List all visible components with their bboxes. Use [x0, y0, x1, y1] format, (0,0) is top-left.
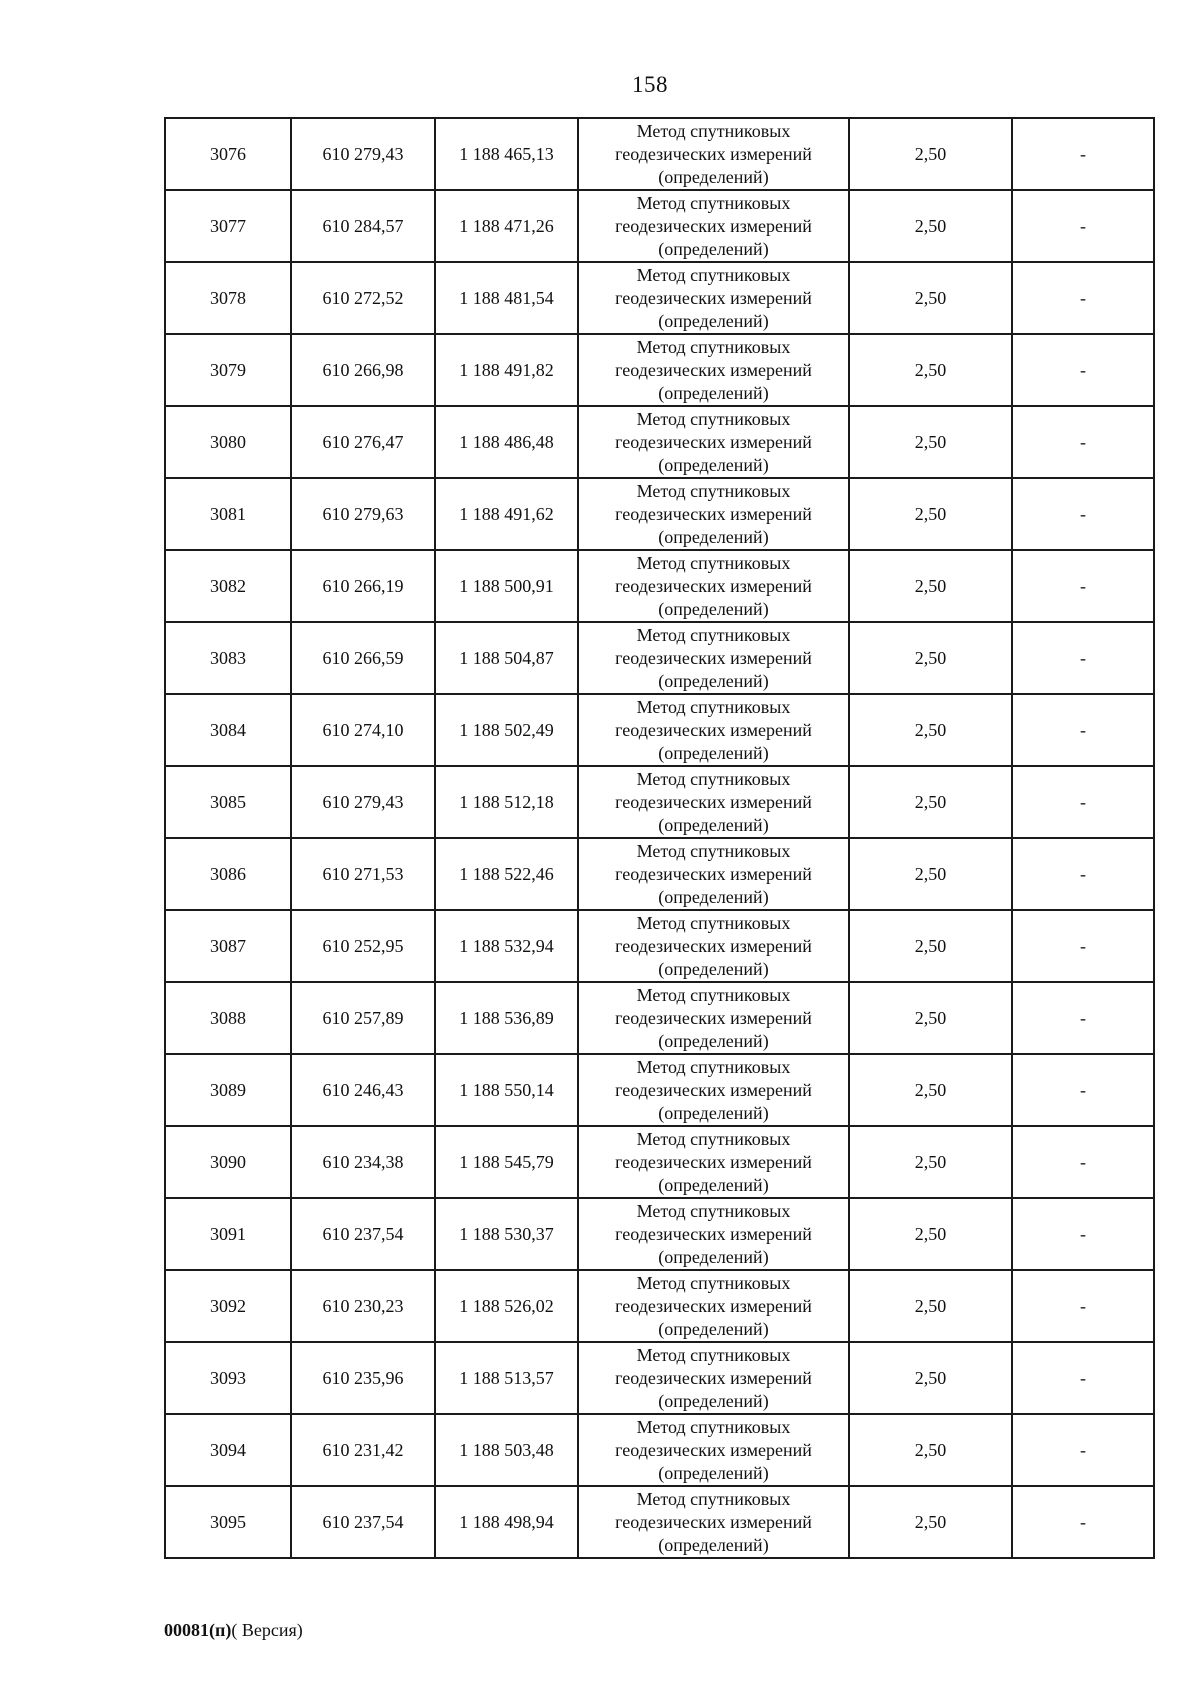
note-cell: - [1012, 694, 1154, 766]
table-row [165, 910, 1154, 982]
method-line2: геодезических измерений [615, 1367, 812, 1388]
method-line3: (определений) [658, 1174, 769, 1195]
y-coordinate-cell: 1 188 481,54 [435, 262, 578, 334]
method-line3: (определений) [658, 1534, 769, 1555]
method-cell [578, 1126, 849, 1198]
y-coordinate-cell: 1 188 471,26 [435, 190, 578, 262]
note-cell: - [1012, 1198, 1154, 1270]
method-line2: геодезических измерений [615, 647, 812, 668]
error-cell: 2,50 [849, 910, 1012, 982]
y-coordinate-cell: 1 188 504,87 [435, 622, 578, 694]
note-cell: - [1012, 1414, 1154, 1486]
method-cell [578, 838, 849, 910]
method-line1: Метод спутниковых [636, 840, 791, 861]
table-row [165, 1486, 1154, 1558]
y-coordinate-cell: 1 188 522,46 [435, 838, 578, 910]
method-line2: геодезических измерений [615, 1295, 812, 1316]
note-cell: - [1012, 334, 1154, 406]
y-coordinate-cell: 1 188 545,79 [435, 1126, 578, 1198]
point-number-cell: 3080 [165, 406, 291, 478]
x-coordinate-cell: 610 237,54 [291, 1486, 435, 1558]
method-line2: геодезических измерений [615, 1223, 812, 1244]
y-coordinate-cell: 1 188 502,49 [435, 694, 578, 766]
table-row [165, 1414, 1154, 1486]
method-line3: (определений) [658, 310, 769, 331]
table-row [165, 1342, 1154, 1414]
note-cell: - [1012, 190, 1154, 262]
point-number-cell: 3094 [165, 1414, 291, 1486]
method-line2: геодезических измерений [615, 1511, 812, 1532]
table-row [165, 622, 1154, 694]
x-coordinate-cell: 610 279,43 [291, 118, 435, 190]
point-number-cell: 3083 [165, 622, 291, 694]
note-cell: - [1012, 910, 1154, 982]
method-cell [578, 406, 849, 478]
coordinates-table-body [165, 118, 1154, 1558]
note-cell: - [1012, 262, 1154, 334]
method-line3: (определений) [658, 238, 769, 259]
point-number-cell: 3095 [165, 1486, 291, 1558]
document-code: 00081(п) [164, 1620, 232, 1640]
table-row [165, 118, 1154, 190]
method-line3: (определений) [658, 382, 769, 403]
note-cell: - [1012, 766, 1154, 838]
method-cell [578, 1054, 849, 1126]
method-line2: геодезических измерений [615, 1439, 812, 1460]
point-number-cell: 3092 [165, 1270, 291, 1342]
method-line3: (определений) [658, 598, 769, 619]
y-coordinate-cell: 1 188 530,37 [435, 1198, 578, 1270]
method-line1: Метод спутниковых [636, 264, 791, 285]
error-cell: 2,50 [849, 982, 1012, 1054]
table-row [165, 334, 1154, 406]
table-row [165, 694, 1154, 766]
method-line1: Метод спутниковых [636, 624, 791, 645]
method-line1: Метод спутниковых [636, 1200, 791, 1221]
table-row [165, 190, 1154, 262]
table-row [165, 766, 1154, 838]
x-coordinate-cell: 610 257,89 [291, 982, 435, 1054]
document-footer [164, 1620, 303, 1641]
y-coordinate-cell: 1 188 500,91 [435, 550, 578, 622]
method-line1: Метод спутниковых [636, 1344, 791, 1365]
method-cell [578, 910, 849, 982]
error-cell: 2,50 [849, 1126, 1012, 1198]
method-line3: (определений) [658, 670, 769, 691]
method-line3: (определений) [658, 1246, 769, 1267]
y-coordinate-cell: 1 188 491,62 [435, 478, 578, 550]
page-number: 158 [632, 72, 668, 97]
method-line1: Метод спутниковых [636, 696, 791, 717]
method-line3: (определений) [658, 1318, 769, 1339]
method-line2: геодезических измерений [615, 1007, 812, 1028]
method-cell [578, 1342, 849, 1414]
method-line2: геодезических измерений [615, 431, 812, 452]
note-cell: - [1012, 118, 1154, 190]
point-number-cell: 3087 [165, 910, 291, 982]
method-line2: геодезических измерений [615, 575, 812, 596]
error-cell: 2,50 [849, 118, 1012, 190]
method-cell [578, 982, 849, 1054]
y-coordinate-cell: 1 188 512,18 [435, 766, 578, 838]
note-cell: - [1012, 406, 1154, 478]
x-coordinate-cell: 610 231,42 [291, 1414, 435, 1486]
method-cell [578, 1414, 849, 1486]
method-line3: (определений) [658, 1030, 769, 1051]
error-cell: 2,50 [849, 262, 1012, 334]
method-line1: Метод спутниковых [636, 912, 791, 933]
method-cell [578, 622, 849, 694]
point-number-cell: 3082 [165, 550, 291, 622]
x-coordinate-cell: 610 246,43 [291, 1054, 435, 1126]
error-cell: 2,50 [849, 1198, 1012, 1270]
method-line2: геодезических измерений [615, 1079, 812, 1100]
x-coordinate-cell: 610 237,54 [291, 1198, 435, 1270]
x-coordinate-cell: 610 266,98 [291, 334, 435, 406]
method-line2: геодезических измерений [615, 143, 812, 164]
error-cell: 2,50 [849, 1270, 1012, 1342]
method-cell [578, 190, 849, 262]
method-line1: Метод спутниковых [636, 408, 791, 429]
y-coordinate-cell: 1 188 536,89 [435, 982, 578, 1054]
error-cell: 2,50 [849, 190, 1012, 262]
y-coordinate-cell: 1 188 550,14 [435, 1054, 578, 1126]
coordinates-table [164, 117, 1155, 1559]
method-line1: Метод спутниковых [636, 192, 791, 213]
y-coordinate-cell: 1 188 486,48 [435, 406, 578, 478]
note-cell: - [1012, 1486, 1154, 1558]
y-coordinate-cell: 1 188 503,48 [435, 1414, 578, 1486]
error-cell: 2,50 [849, 550, 1012, 622]
method-cell [578, 118, 849, 190]
point-number-cell: 3078 [165, 262, 291, 334]
method-line1: Метод спутниковых [636, 1272, 791, 1293]
method-cell [578, 1198, 849, 1270]
error-cell: 2,50 [849, 1486, 1012, 1558]
method-line3: (определений) [658, 1102, 769, 1123]
point-number-cell: 3086 [165, 838, 291, 910]
table-row [165, 478, 1154, 550]
point-number-cell: 3090 [165, 1126, 291, 1198]
method-line3: (определений) [658, 454, 769, 475]
point-number-cell: 3085 [165, 766, 291, 838]
method-line1: Метод спутниковых [636, 768, 791, 789]
x-coordinate-cell: 610 252,95 [291, 910, 435, 982]
error-cell: 2,50 [849, 478, 1012, 550]
method-line1: Метод спутниковых [636, 984, 791, 1005]
point-number-cell: 3089 [165, 1054, 291, 1126]
error-cell: 2,50 [849, 838, 1012, 910]
table-row [165, 406, 1154, 478]
point-number-cell: 3084 [165, 694, 291, 766]
method-line2: геодезических измерений [615, 719, 812, 740]
method-cell [578, 478, 849, 550]
method-line3: (определений) [658, 1462, 769, 1483]
error-cell: 2,50 [849, 622, 1012, 694]
error-cell: 2,50 [849, 1054, 1012, 1126]
method-line2: геодезических измерений [615, 503, 812, 524]
table-row [165, 550, 1154, 622]
method-line2: геодезических измерений [615, 215, 812, 236]
x-coordinate-cell: 610 284,57 [291, 190, 435, 262]
note-cell: - [1012, 1126, 1154, 1198]
error-cell: 2,50 [849, 694, 1012, 766]
method-line3: (определений) [658, 526, 769, 547]
method-cell [578, 694, 849, 766]
y-coordinate-cell: 1 188 526,02 [435, 1270, 578, 1342]
note-cell: - [1012, 1270, 1154, 1342]
method-line3: (определений) [658, 166, 769, 187]
x-coordinate-cell: 610 235,96 [291, 1342, 435, 1414]
table-row [165, 838, 1154, 910]
note-cell: - [1012, 982, 1154, 1054]
error-cell: 2,50 [849, 334, 1012, 406]
table-row [165, 1126, 1154, 1198]
method-cell [578, 262, 849, 334]
error-cell: 2,50 [849, 1414, 1012, 1486]
method-cell [578, 550, 849, 622]
x-coordinate-cell: 610 266,59 [291, 622, 435, 694]
method-line1: Метод спутниковых [636, 552, 791, 573]
method-line1: Метод спутниковых [636, 1488, 791, 1509]
x-coordinate-cell: 610 230,23 [291, 1270, 435, 1342]
point-number-cell: 3088 [165, 982, 291, 1054]
method-line3: (определений) [658, 958, 769, 979]
x-coordinate-cell: 610 271,53 [291, 838, 435, 910]
method-cell [578, 1270, 849, 1342]
point-number-cell: 3077 [165, 190, 291, 262]
method-line3: (определений) [658, 886, 769, 907]
method-line1: Метод спутниковых [636, 336, 791, 357]
method-line2: геодезических измерений [615, 1151, 812, 1172]
method-line1: Метод спутниковых [636, 1056, 791, 1077]
note-cell: - [1012, 622, 1154, 694]
method-line1: Метод спутниковых [636, 480, 791, 501]
note-cell: - [1012, 838, 1154, 910]
table-row [165, 1198, 1154, 1270]
y-coordinate-cell: 1 188 513,57 [435, 1342, 578, 1414]
note-cell: - [1012, 478, 1154, 550]
note-cell: - [1012, 550, 1154, 622]
point-number-cell: 3091 [165, 1198, 291, 1270]
y-coordinate-cell: 1 188 491,82 [435, 334, 578, 406]
document-version: ( Версия) [231, 1620, 303, 1640]
method-line3: (определений) [658, 814, 769, 835]
method-line1: Метод спутниковых [636, 120, 791, 141]
method-line3: (определений) [658, 1390, 769, 1411]
method-line2: геодезических измерений [615, 287, 812, 308]
error-cell: 2,50 [849, 406, 1012, 478]
method-line1: Метод спутниковых [636, 1416, 791, 1437]
method-line1: Метод спутниковых [636, 1128, 791, 1149]
x-coordinate-cell: 610 276,47 [291, 406, 435, 478]
y-coordinate-cell: 1 188 532,94 [435, 910, 578, 982]
error-cell: 2,50 [849, 766, 1012, 838]
method-cell [578, 334, 849, 406]
method-cell [578, 766, 849, 838]
table-row [165, 982, 1154, 1054]
note-cell: - [1012, 1054, 1154, 1126]
x-coordinate-cell: 610 279,43 [291, 766, 435, 838]
point-number-cell: 3093 [165, 1342, 291, 1414]
method-line2: геодезических измерений [615, 935, 812, 956]
y-coordinate-cell: 1 188 498,94 [435, 1486, 578, 1558]
method-line2: геодезических измерений [615, 863, 812, 884]
error-cell: 2,50 [849, 1342, 1012, 1414]
x-coordinate-cell: 610 279,63 [291, 478, 435, 550]
method-line2: геодезических измерений [615, 791, 812, 812]
table-row [165, 1270, 1154, 1342]
method-line2: геодезических измерений [615, 359, 812, 380]
x-coordinate-cell: 610 234,38 [291, 1126, 435, 1198]
table-row [165, 1054, 1154, 1126]
point-number-cell: 3079 [165, 334, 291, 406]
x-coordinate-cell: 610 274,10 [291, 694, 435, 766]
x-coordinate-cell: 610 272,52 [291, 262, 435, 334]
method-line3: (определений) [658, 742, 769, 763]
point-number-cell: 3081 [165, 478, 291, 550]
y-coordinate-cell: 1 188 465,13 [435, 118, 578, 190]
table-row [165, 262, 1154, 334]
x-coordinate-cell: 610 266,19 [291, 550, 435, 622]
method-cell [578, 1486, 849, 1558]
point-number-cell: 3076 [165, 118, 291, 190]
note-cell: - [1012, 1342, 1154, 1414]
